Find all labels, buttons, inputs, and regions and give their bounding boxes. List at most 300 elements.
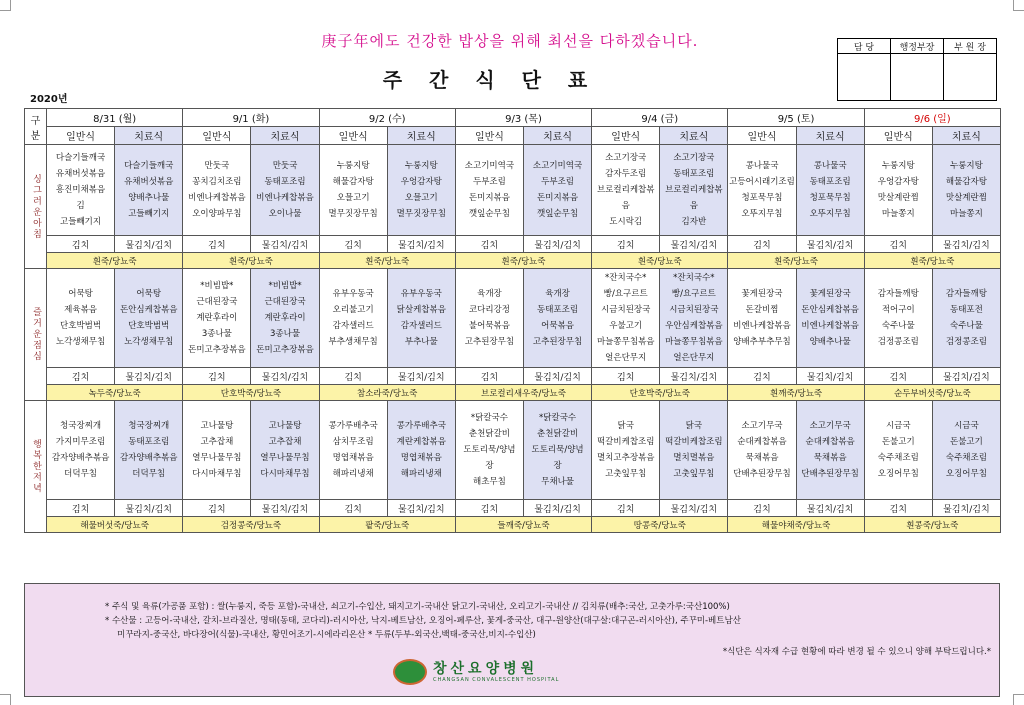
dish-item: 청포묵무침 (809, 193, 851, 203)
dish-item: 깻잎순무침 (537, 209, 579, 219)
general-dishes (728, 401, 796, 500)
dish-item: 시금치된장국 (601, 305, 651, 315)
dish-item: 육개장 (545, 289, 570, 299)
porridge-item: 검정콩죽/당뇨죽 (183, 517, 319, 533)
dish-item: 오뚜지무침 (741, 209, 783, 219)
dish-item: 누룽지탕 (404, 161, 438, 171)
dish-item: 3종나물 (201, 329, 232, 339)
general-dishes (455, 401, 523, 500)
porridge-item: 단호박죽/당뇨죽 (183, 385, 319, 401)
therapy-dishes (251, 401, 319, 500)
kimchi-therapy: 물김치/김치 (932, 368, 1000, 385)
porridge-item: 순두부버섯죽/당뇨죽 (864, 385, 1000, 401)
category-header: 구 분 (25, 109, 47, 145)
dish-item: 오징어무침 (877, 469, 919, 479)
kimchi-therapy: 물김치/김치 (796, 368, 864, 385)
porridge-item: 흰깨죽/당뇨죽 (728, 385, 864, 401)
dish-item: 소고기무국 (809, 421, 851, 431)
dish-item: 마늘쫑무침볶음 (665, 337, 723, 347)
day-header: 8/31 (월) (47, 109, 183, 127)
dish-item: 브로컬리케찹볶 (596, 185, 655, 195)
dish-item: 묵채볶음 (813, 453, 847, 463)
kimchi-therapy: 물김치/김치 (660, 368, 728, 385)
porridge-item: 단호박죽/당뇨죽 (592, 385, 728, 401)
dish-item: 꽁치김치조림 (192, 177, 242, 187)
approval-sign-vice-director (944, 54, 997, 101)
general-dishes (455, 145, 523, 236)
dish-item: 콩가루배추국 (396, 421, 446, 431)
dish-item: 근대된장국 (196, 297, 238, 307)
kimchi-general: 김치 (319, 236, 387, 253)
kimchi-therapy: 물김치/김치 (251, 500, 319, 517)
kimchi-general: 김치 (319, 500, 387, 517)
general-diet-header: 일반식 (864, 127, 932, 145)
dish-item: 감자들깨탕 (877, 289, 919, 299)
kimchi-therapy: 물김치/김치 (796, 236, 864, 253)
dish-item: 부추생채무침 (328, 337, 378, 347)
dish-item: 우안심케찹볶음 (665, 321, 723, 331)
general-dishes (728, 145, 796, 236)
general-dishes (183, 269, 251, 368)
therapy-diet-header: 치료식 (387, 127, 455, 145)
kimchi-general: 김치 (864, 236, 932, 253)
hospital-name: 창산요양병원 (433, 661, 539, 677)
general-diet-header: 일반식 (728, 127, 796, 145)
dish-item: 양배추나물 (809, 337, 851, 347)
kimchi-therapy: 물김치/김치 (524, 500, 592, 517)
hospital-logo (393, 657, 603, 685)
porridge-item: 흰죽/당뇨죽 (47, 253, 183, 269)
dish-item: 오리불고기 (332, 305, 374, 315)
dish-item: 닭국 (685, 421, 703, 431)
kimchi-general: 김치 (183, 368, 251, 385)
dish-item: *닭칼국수 (539, 413, 577, 423)
kimchi-general: 김치 (728, 368, 796, 385)
dish-item: 고나물탕 (200, 421, 234, 431)
porridge-item: 흰죽/당뇨죽 (728, 253, 864, 269)
dish-item: 노각생채무침 (55, 337, 106, 347)
porridge-item: 땅콩죽/당뇨죽 (592, 517, 728, 533)
dish-item: 꽃게된장국 (809, 289, 851, 299)
meal-label: 싱그러운아침 (25, 145, 47, 269)
therapy-diet-header: 치료식 (524, 127, 592, 145)
dish-item: 고나물탕 (268, 421, 302, 431)
dish-item: 다슬기들깨국 (55, 153, 106, 163)
therapy-diet-header: 치료식 (932, 127, 1000, 145)
day-header: 9/6 (일) (864, 109, 1000, 127)
approval-sign-admin-director (891, 54, 944, 101)
general-dishes (47, 145, 115, 236)
general-dishes (47, 401, 115, 500)
dish-item: 다시마채무침 (260, 469, 310, 479)
dish-item: 열무나물무침 (192, 453, 242, 463)
kimchi-general: 김치 (47, 500, 115, 517)
general-diet-header: 일반식 (455, 127, 523, 145)
porridge-item: 해물버섯죽/당뇨죽 (47, 517, 183, 533)
dish-item: 소고기장국 (673, 153, 715, 163)
dish-item: 해파리냉채 (332, 469, 374, 479)
dish-item: 콩나물국 (813, 161, 847, 171)
therapy-dishes (387, 269, 455, 368)
dish-item: 동태포전 (949, 305, 983, 315)
dish-item: *비빔밥* (268, 281, 302, 291)
therapy-dishes (796, 269, 864, 368)
therapy-dishes (524, 401, 592, 500)
dish-item: 소고기무국 (741, 421, 783, 431)
dish-item: 떡갈비케찹조림 (596, 437, 655, 447)
dish-item: 오징어무침 (945, 469, 987, 479)
dish-item: 우엉감자탕 (400, 177, 442, 187)
dish-item: 무채나물 (541, 477, 574, 487)
kimchi-therapy: 물김치/김치 (660, 500, 728, 517)
dish-item: 브로컬리케찹볶 (665, 185, 723, 195)
dish-item: 고춧잎무침 (605, 469, 647, 479)
dish-item: 단호박범벅 (60, 321, 102, 331)
dish-item: 비엔나케찹볶음 (801, 321, 859, 331)
dish-item: 시금치된장국 (669, 305, 719, 315)
therapy-dishes (524, 145, 592, 236)
dish-item: 고추잡채 (268, 437, 302, 447)
kimchi-therapy: 물김치/김치 (251, 368, 319, 385)
dish-item: 해파리냉채 (400, 469, 442, 479)
general-dishes (864, 145, 932, 236)
origin-line: * 수산물 : 고등어-국내산, 갈치-브라질산, 명태(동태, 코다리)-러시아산, 낙지-베트남산, 오징어-페루산, 꽃게-중국산, 대구-원양산(대구살:대구곤-러시아산), 주꾸미-베트남산 (105, 616, 741, 626)
origin-info (105, 600, 985, 642)
dish-item: 청포묵무침 (741, 193, 783, 203)
kimchi-general: 김치 (183, 500, 251, 517)
dish-item: 해물감자탕 (332, 177, 374, 187)
dish-item: 고추잡채 (200, 437, 234, 447)
dish-item: 빵/요구르트 (671, 289, 716, 299)
general-dishes (183, 401, 251, 500)
dish-item: 장 (553, 461, 562, 471)
approval-sign-staff (838, 54, 891, 101)
dish-item: 묵채볶음 (745, 453, 779, 463)
kimchi-general: 김치 (455, 500, 523, 517)
dish-item: 단배추된장무침 (733, 469, 791, 479)
general-dishes (592, 269, 660, 368)
porridge-item: 녹두죽/당뇨죽 (47, 385, 183, 401)
porridge-item: 흰죽/당뇨죽 (319, 253, 455, 269)
therapy-dishes (524, 269, 592, 368)
dish-item: 떡갈비케찹조림 (665, 437, 723, 447)
dish-item: 춘천닭갈비 (468, 429, 510, 439)
porridge-item: 흰죽/당뇨죽 (592, 253, 728, 269)
therapy-dishes (660, 269, 728, 368)
therapy-dishes (115, 145, 183, 236)
therapy-dishes (932, 145, 1000, 236)
general-dishes (47, 269, 115, 368)
dish-item: 더덕무침 (64, 469, 97, 479)
general-dishes (319, 145, 387, 236)
weekly-menu-table (24, 108, 1001, 533)
dish-item: 고춧잎무침 (673, 469, 715, 479)
porridge-item: 흰죽/당뇨죽 (455, 253, 591, 269)
dish-item: 멸치고추장볶음 (596, 453, 655, 463)
kimchi-general: 김치 (455, 368, 523, 385)
dish-item: 맛살계란찜 (945, 193, 987, 203)
dish-item: 양배추부추무침 (733, 337, 791, 347)
hospital-name-english: CHANGSAN CONVALESCENT HOSPITAL (433, 677, 560, 683)
dish-item: 오믈고기 (404, 193, 438, 203)
kimchi-therapy: 물김치/김치 (660, 236, 728, 253)
therapy-diet-header: 치료식 (660, 127, 728, 145)
porridge-item: 흰죽/당뇨죽 (864, 253, 1000, 269)
porridge-item: 브로컬리새우죽/당뇨죽 (455, 385, 591, 401)
dish-item: 다슬기들깨국 (124, 161, 174, 171)
kimchi-therapy: 물김치/김치 (115, 500, 183, 517)
therapy-dishes (796, 401, 864, 500)
dish-item: 청국장찌개 (128, 421, 170, 431)
therapy-diet-header: 치료식 (115, 127, 183, 145)
dish-item: 단배추된장무침 (801, 469, 859, 479)
dish-item: 양배추나물 (128, 193, 170, 203)
dish-item: 우불고기 (609, 321, 643, 331)
kimchi-general: 김치 (728, 500, 796, 517)
dish-item: 부추나물 (404, 337, 438, 347)
dish-item: 감자양배추볶음 (51, 453, 110, 463)
day-header: 9/2 (수) (319, 109, 455, 127)
general-diet-header: 일반식 (47, 127, 115, 145)
kimchi-general: 김치 (864, 368, 932, 385)
dish-item: 흥진미채볶음 (55, 185, 106, 195)
dish-item: 감자양배추볶음 (119, 453, 178, 463)
dish-item: 닭국 (617, 421, 634, 431)
dish-item: 고추된장무침 (532, 337, 583, 347)
therapy-dishes (796, 145, 864, 236)
dish-item: 검정콩조림 (877, 337, 919, 347)
dish-item: *잔치국수* (605, 273, 647, 283)
general-dishes (455, 269, 523, 368)
dish-item: 누룽지탕 (336, 161, 370, 171)
dish-item: 오이양파무침 (192, 209, 242, 219)
meal-label: 즐거운점심 (25, 269, 47, 401)
dish-item: 돈미고추장볶음 (256, 345, 314, 355)
dish-item: 감자샐러드 (400, 321, 442, 331)
dish-item: 도시락김 (609, 217, 643, 227)
dish-item: 오이나물 (268, 209, 302, 219)
kimchi-general: 김치 (864, 500, 932, 517)
dish-item: 숙주채조림 (877, 453, 919, 463)
dish-item: 코다리강정 (468, 305, 510, 315)
page-title: 주 간 식 단 표 (382, 68, 598, 92)
dish-item: 마늘쫑무침볶음 (596, 337, 655, 347)
approval-label-admin-director: 행정부장 (891, 39, 944, 54)
dish-item: 멸무짓장무침 (396, 209, 446, 219)
dish-item: 얼은단무지 (605, 353, 647, 363)
dish-item: 돈미지볶음 (537, 193, 579, 203)
dish-item: 고들빼기지 (60, 217, 102, 227)
dish-item: 숙주채조림 (945, 453, 987, 463)
therapy-dishes (387, 401, 455, 500)
kimchi-general: 김치 (183, 236, 251, 253)
dish-item: 계란케찹볶음 (396, 437, 446, 447)
dish-item: 돈불고기 (949, 437, 983, 447)
dish-item: 육개장 (477, 289, 502, 299)
kimchi-therapy: 물김치/김치 (251, 236, 319, 253)
dish-item: 마늘쫑지 (881, 209, 915, 219)
dish-item: 콩나물국 (745, 161, 779, 171)
approval-box (837, 38, 997, 101)
dish-item: 빵/요구르트 (603, 289, 648, 299)
dish-item: 음 (689, 201, 698, 211)
dish-item: 감자샐러드 (332, 321, 374, 331)
dish-item: 깻잎순무침 (468, 209, 510, 219)
dish-item: 만둣국 (272, 161, 298, 171)
dish-item: 감자두조림 (605, 169, 647, 179)
dish-item: 음 (621, 201, 630, 211)
dish-item: 돈미고추장볶음 (188, 345, 246, 355)
dish-item: 김 (76, 201, 85, 211)
dish-item: 제육볶음 (64, 305, 97, 315)
dish-item: 맛살계란찜 (877, 193, 919, 203)
porridge-item: 흰콩죽/당뇨죽 (864, 517, 1000, 533)
approval-label-staff: 담 당 (838, 39, 891, 54)
kimchi-therapy: 물김치/김치 (932, 500, 1000, 517)
dish-item: 소고기미역국 (532, 161, 583, 171)
dish-item: 시금국 (885, 421, 911, 431)
kimchi-general: 김치 (592, 368, 660, 385)
dish-item: *비빔밥* (200, 281, 234, 291)
porridge-item: 참소라죽/당뇨죽 (319, 385, 455, 401)
dish-item: 소고기미역국 (464, 161, 515, 171)
general-dishes (592, 145, 660, 236)
dish-item: 김자반 (681, 217, 707, 227)
dish-item: 동태포조림 (809, 177, 851, 187)
dish-item: 유부우동국 (400, 289, 442, 299)
kimchi-therapy: 물김치/김치 (524, 236, 592, 253)
corner-mark-bottom-left (0, 694, 11, 705)
day-header: 9/1 (화) (183, 109, 319, 127)
change-notice: *식단은 식자재 수급 현황에 따라 변경 될 수 있으니 양해 부탁드립니다.* (722, 647, 991, 657)
dish-item: 누룽지탕 (949, 161, 983, 171)
day-header: 9/4 (금) (592, 109, 728, 127)
hospital-logo-icon (393, 659, 427, 685)
dish-item: 장 (485, 461, 494, 471)
dish-item: 단호박범벅 (128, 321, 170, 331)
dish-item: 계란후라이 (196, 313, 238, 323)
dish-item: 멸치멸볶음 (673, 453, 715, 463)
dish-item: *잔치국수* (673, 273, 715, 283)
dish-item: 도토리묵/양념 (531, 445, 584, 455)
dish-item: 적어구이 (881, 305, 915, 315)
dish-item: 두부조림 (473, 177, 506, 187)
kimchi-general: 김치 (319, 368, 387, 385)
dish-item: 순대케찹볶음 (737, 437, 787, 447)
dish-item: 마늘쫑지 (949, 209, 983, 219)
therapy-diet-header: 치료식 (251, 127, 319, 145)
dish-item: 고추된장무침 (464, 337, 515, 347)
dish-item: 동태포조림 (128, 437, 170, 447)
dish-item: 다시마채무침 (192, 469, 242, 479)
dish-item: 멸무짓장무침 (328, 209, 378, 219)
porridge-item: 들깨죽/당뇨죽 (455, 517, 591, 533)
general-dishes (183, 145, 251, 236)
origin-line: * 주식 및 육류(가공품 포함) : 쌀(누룽지, 죽등 포함)-국내산, 쇠고기-수입산, 돼지고기-국내산 닭고기-국내산, 오리고기-국내산 // 김치류(배추:국산, 고춧가루:국산100%) (105, 602, 730, 612)
kimchi-therapy: 물김치/김치 (387, 368, 455, 385)
corner-mark-bottom-right (1013, 694, 1024, 705)
dish-item: 시금국 (954, 421, 979, 431)
dish-item: 비엔나케찹볶음 (733, 321, 791, 331)
day-header: 9/5 (토) (728, 109, 864, 127)
dish-item: 오뚜지무침 (809, 209, 851, 219)
therapy-dishes (932, 269, 1000, 368)
dish-item: 어묵볶음 (541, 321, 574, 331)
therapy-dishes (660, 145, 728, 236)
dish-item: 노각생채무침 (124, 337, 174, 347)
dish-item: 돈안심케찹볶음 (801, 305, 859, 315)
kimchi-therapy: 물김치/김치 (796, 500, 864, 517)
dish-item: 3종나물 (269, 329, 301, 339)
dish-item: 삼치무조림 (332, 437, 374, 447)
dish-item: 고등어시래기조림 (729, 177, 795, 187)
dish-item: 얼은단무지 (673, 353, 715, 363)
dish-item: 감자들깨탕 (945, 289, 987, 299)
therapy-dishes (251, 269, 319, 368)
dish-item: 열무나물무침 (260, 453, 310, 463)
dish-item: 동태포조림 (673, 169, 715, 179)
dish-item: 만둣국 (204, 161, 230, 171)
dish-item: 춘천닭갈비 (537, 429, 579, 439)
dish-item: 돈미지볶음 (468, 193, 510, 203)
dish-item: 유채버섯볶음 (55, 169, 106, 179)
dish-item: 비엔나케찹볶음 (188, 193, 246, 203)
dish-item: 고들빼기지 (128, 209, 170, 219)
dish-item: 오믈고기 (336, 193, 370, 203)
dish-item: 도토리묵/양념 (463, 445, 516, 455)
slogan: 庚子年에도 건강한 밥상을 위해 최선을 다하겠습니다. (321, 32, 699, 50)
general-dishes (864, 401, 932, 500)
dish-item: 우엉감자탕 (877, 177, 919, 187)
dish-item: 닭살케찹볶음 (396, 305, 446, 315)
dish-item: 두부조림 (541, 177, 574, 187)
dish-item: 명엽채볶음 (332, 453, 374, 463)
kimchi-general: 김치 (592, 236, 660, 253)
kimchi-general: 김치 (455, 236, 523, 253)
general-dishes (592, 401, 660, 500)
dish-item: 어묵탕 (136, 289, 162, 299)
general-diet-header: 일반식 (183, 127, 251, 145)
dish-item: 누룽지탕 (881, 161, 915, 171)
dish-item: 해초무침 (473, 477, 506, 487)
dish-item: 어묵탕 (68, 289, 93, 299)
day-header: 9/3 (목) (455, 109, 591, 127)
corner-mark-top-left (0, 0, 11, 11)
meal-label: 행복한저녁 (25, 401, 47, 533)
dish-item: 숙주나물 (881, 321, 915, 331)
therapy-dishes (660, 401, 728, 500)
corner-mark-top-right (1013, 0, 1024, 11)
dish-item: 불어묵볶음 (468, 321, 510, 331)
dish-item: 돈불고기 (881, 437, 915, 447)
dish-item: 콩가루배추국 (328, 421, 378, 431)
dish-item: 동태포조림 (537, 305, 579, 315)
dish-item: 돈안심케찹볶음 (119, 305, 178, 315)
dish-item: 숙주나물 (949, 321, 983, 331)
dish-item: 순대케찹볶음 (805, 437, 855, 447)
dish-item: 근대된장국 (264, 297, 306, 307)
kimchi-therapy: 물김치/김치 (115, 236, 183, 253)
year-label: 2020년 (30, 94, 68, 105)
general-dishes (728, 269, 796, 368)
porridge-item: 해물야채죽/당뇨죽 (728, 517, 864, 533)
kimchi-therapy: 물김치/김치 (115, 368, 183, 385)
kimchi-therapy: 물김치/김치 (387, 236, 455, 253)
dish-item: 동태포조림 (264, 177, 306, 187)
therapy-diet-header: 치료식 (796, 127, 864, 145)
kimchi-therapy: 물김치/김치 (524, 368, 592, 385)
kimchi-therapy: 물김치/김치 (932, 236, 1000, 253)
